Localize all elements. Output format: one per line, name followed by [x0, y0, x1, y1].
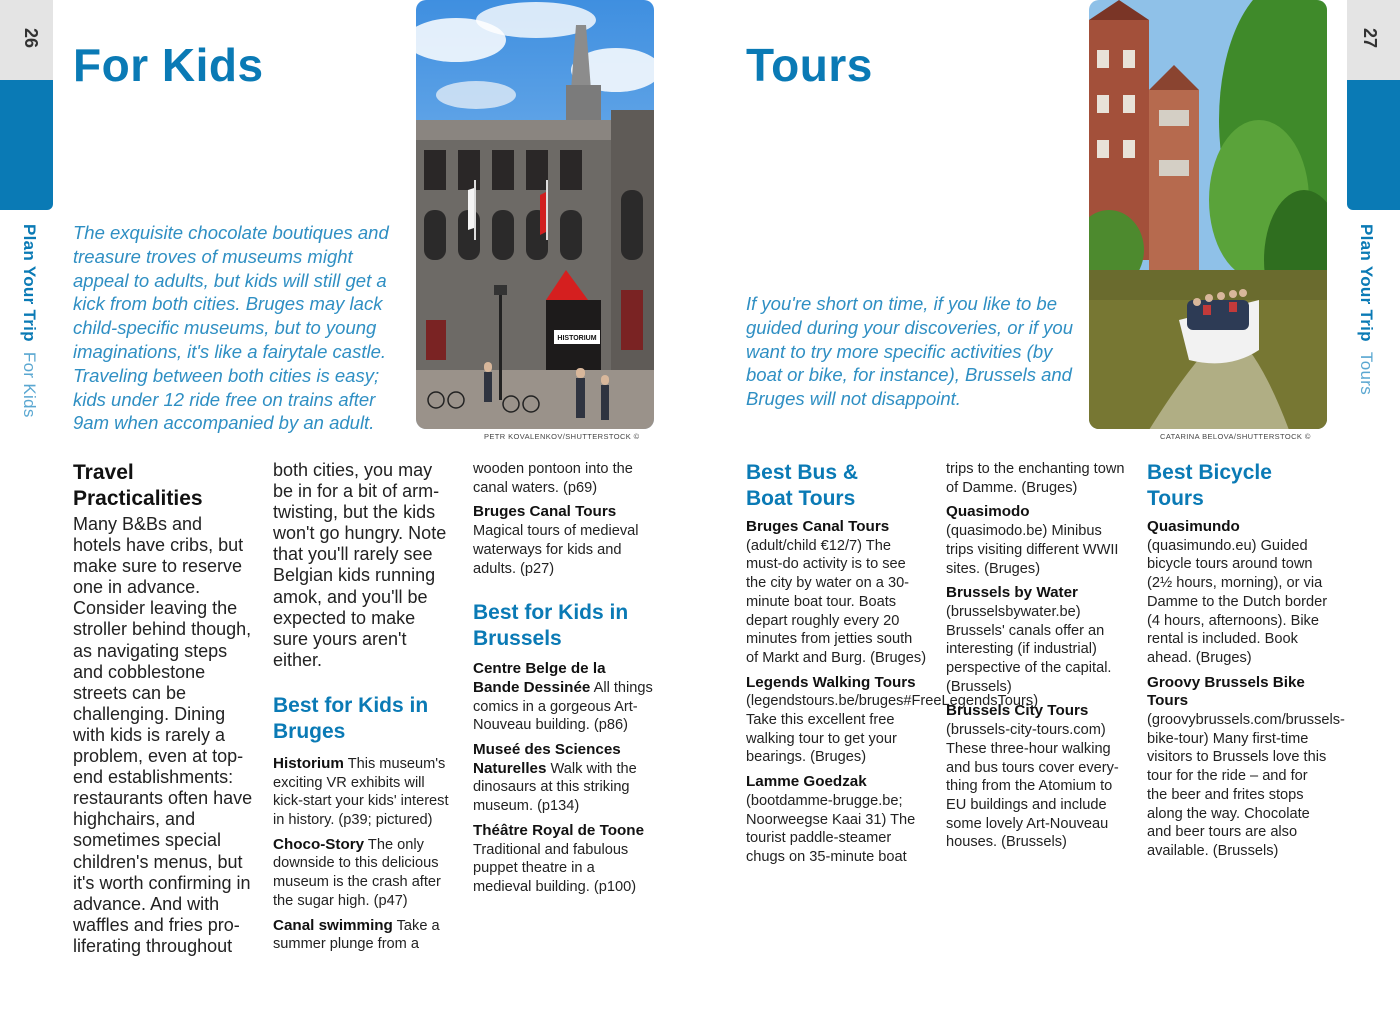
left-page-tab-blue — [0, 80, 53, 210]
left-side-label-regular: For Kids — [20, 351, 39, 418]
continued-text: trips to the enchanting town of Damme. (Bruges) — [946, 461, 1125, 496]
entry-text: This museum's exciting VR exhibits will kick-start your kids' interest in history. (p39; pictured) — [273, 755, 449, 829]
practicalities-heading-line2: Practicalities — [73, 487, 203, 510]
list-item — [473, 822, 656, 897]
entry-text: Walk with the dinosaurs at this striking museum. (p134) — [473, 760, 637, 815]
list-item — [946, 503, 1128, 578]
list-item — [1147, 518, 1329, 668]
list-item — [273, 917, 453, 954]
list-item — [473, 741, 656, 816]
entry-text: (quasimodo.be) Minibus trips visiting different WWII sites. (Bruges) — [946, 523, 1119, 577]
entry-name: Lamme Goedzak — [746, 773, 867, 791]
right-page-number: 27 — [1360, 28, 1380, 49]
entry-text: All things comics in a gorgeous Art-Nouveau building. (p86) — [473, 679, 653, 734]
entry-name: Quasimundo — [1147, 518, 1240, 535]
right-side-label-bold: Plan Your Trip — [1357, 224, 1376, 342]
best-for-kids-bruges-heading: Best for Kids in Bruges — [273, 693, 429, 743]
historium-photo-art — [416, 0, 654, 429]
left-side-label — [19, 224, 39, 418]
historium-sign: HISTORIUM — [557, 335, 597, 342]
entry-text: Traditional and fabulous puppet theatre in a medieval building. (p100) — [473, 841, 637, 895]
practicalities-heading — [73, 460, 253, 512]
entry-text: (legendstours.be/bruges#FreeLegendsTours) Take this excellent free walking tour to get your bearings. (Bruges) — [746, 693, 1039, 766]
entry-name: Canal swimming — [273, 916, 393, 934]
entry-name: Brussels by Water — [946, 584, 1078, 602]
practicalities-body: Many B&Bs and hotels have cribs, but make sure to reserve one in advance. Consider leaving the stroller behind though, as navigating steps and cobblestone streets can be challenging. Dining with kids is rarely a problem, even at top-end establishments: restaurants often have highchairs, and sometimes special children's menus, but it's worth confirming in advance. And with waffles and fries proliferating throughout — [73, 514, 253, 956]
historium-photo — [416, 0, 654, 429]
entry-name: Groovy Brussels Bike Tours — [1147, 673, 1305, 710]
entry-text: (groovybrussels.com/brussels-bike-tour) Many first-time visitors to Brussels love this tour for the ride – and for the beer and frites stops along the way. Chocolate and beer tours are also available. (Brussels) — [1147, 712, 1345, 859]
canal-boat-photo — [1089, 0, 1327, 429]
page-title-tours: Tours — [746, 39, 873, 91]
left-photo-credit: PETR KOVALENKOV/SHUTTERSTOCK © — [484, 432, 640, 441]
entry-name: Centre Belge de la Bande Dessinée — [473, 660, 606, 696]
list-item — [473, 503, 656, 578]
entry-text: (brusselsbywater.be) Brussels' canals offer an interesting (if industrial) perspective of the capital. (Brussels) — [946, 603, 1112, 695]
list-item — [473, 660, 656, 735]
entry-name: Bruges Canal Tours — [746, 518, 890, 535]
left-page-number: 26 — [21, 28, 41, 49]
entry-text: (quasimundo.eu) Guided bicycle tours around town (2½ hours, morning), or via Damme to the Dutch border (4 hours, afternoons). Bike rental is included. Book ahead. (Bruges) — [1147, 537, 1328, 666]
list-item — [273, 755, 453, 830]
entry-text: The only downside to this delicious museum is the crash after the sugar high. (p47) — [273, 836, 441, 909]
practicalities-body-continued: both cities, you may be in for a bit of arm-twisting, but the kids won't go hungry. Note that you'll rarely see Belgian kids running amok, and you'll be expected to make sure yours aren't either. — [273, 460, 447, 670]
entry-text: (bootdamme-brugge.be; Noorweegse Kaai 31) The tourist paddle-steamer chugs on 35-minute boat — [746, 792, 916, 865]
entry-text: (brussels-city-tours.com) These three-hour walking and bus tours cover everything from the Atomium to EU buildings and include some lovely Art-Nouveau houses. (Brussels) — [946, 722, 1119, 851]
for-kids-intro: The exquisite chocolate boutiques and treasure troves of museums might appeal to adults, but kids will still get a kick from both cities. Bruges may lack child-specific museums, but to young imaginations, it's like a fairytale castle. Traveling between both cities is easy; kids under 12 ride free on trains after 9am when accompanied by an adult. — [73, 222, 389, 434]
right-side-label — [1356, 224, 1376, 395]
left-column-1 — [73, 460, 253, 957]
entry-name: Brussels City Tours — [946, 702, 1089, 720]
list-item — [946, 584, 1128, 696]
right-photo-credit: CATARINA BELOVA/SHUTTERSTOCK © — [1160, 432, 1311, 441]
entry-name: Legends Walking Tours — [746, 673, 916, 691]
right-column-3 — [1147, 460, 1345, 867]
entry-text: Magical tours of medieval waterways for kids and adults. (p27) — [473, 523, 639, 577]
continued-text: wooden pontoon into the canal waters. (p69) — [473, 461, 633, 496]
right-column-2 — [946, 460, 1128, 858]
page-title-for-kids: For Kids — [73, 39, 264, 91]
entry-name: Quasimodo — [946, 503, 1030, 521]
left-side-label-bold: Plan Your Trip — [20, 224, 39, 342]
list-item — [746, 773, 928, 867]
left-column-2 — [273, 460, 453, 960]
list-item — [946, 702, 1128, 852]
tours-intro: If you're short on time, if you like to be guided during your discoveries, or if you want to try more specific activities (by boat or bike, for instance), Brussels and Bruges will not disappoint. — [746, 293, 1074, 410]
entry-name: Choco-Story — [273, 835, 365, 853]
right-side-label-regular: Tours — [1357, 351, 1376, 395]
best-bicycle-tours-heading: Best Bicycle Tours — [1147, 461, 1272, 510]
entry-text: Take a summer plunge from a — [273, 917, 440, 953]
list-item — [273, 836, 453, 911]
entry-name: Museé des Sciences Naturelles — [473, 741, 621, 777]
list-item — [1147, 673, 1345, 861]
list-item — [746, 518, 928, 668]
entry-text: (adult/child €12/7) The must-do activity is to see the city by water on a 30-minute boat tour. Boats depart roughly every 20 minutes from jetties south of Markt and Burg. (Bruges) — [746, 537, 927, 666]
left-column-3 — [473, 460, 656, 903]
canal-boat-photo-art — [1089, 0, 1327, 429]
entry-name: Bruges Canal Tours — [473, 503, 617, 521]
best-for-kids-brussels-heading: Best for Kids in Brussels — [473, 601, 629, 651]
right-page-tab-blue — [1347, 80, 1400, 210]
entry-name: Historium — [273, 754, 344, 772]
entry-name: Théâtre Royal de Toone — [473, 821, 645, 839]
best-bus-boat-tours-heading: Best Bus & Boat Tours — [746, 461, 859, 510]
practicalities-heading-line1: Travel — [73, 461, 134, 484]
